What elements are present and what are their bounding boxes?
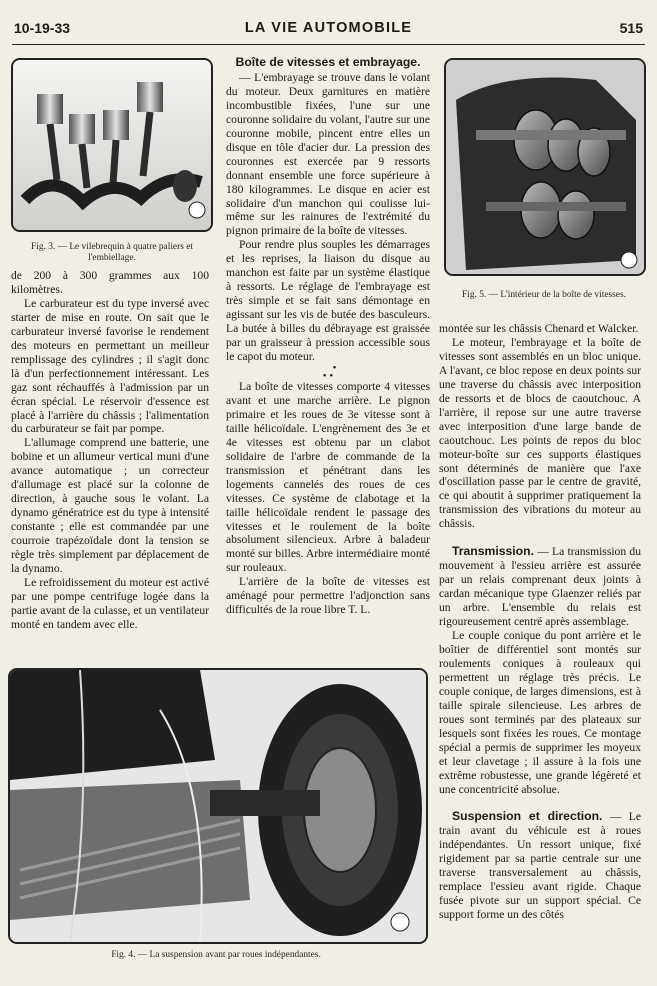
section-title-suspension: Suspension et direction. [452,809,603,824]
column-middle [226,56,430,660]
fig3-caption: Fig. 3. — Le vilebrequin à quatre paliers et l'embiellage. [31,242,193,263]
crankshaft-photo [11,58,213,232]
left-paragraph-2: Le carburateur est du type inversé avec starter de mise en route. On sait que le carburateur inversé favorise le rendement des moteurs en permettant un meilleur remplissage des cylindres ; il s'agit donc là d'un perfectionnement intéressant. Les gaz sont réchauffés à l'admission par un écran spécial. Le réservoir d'essence est placé à l'arrière du châssis ; l'alimentation du carburateur se fait par pompe. [11,296,209,436]
right-paragraph-1: montée sur les châssis Chenard et Walcker. [439,322,639,335]
header-rule [12,44,645,45]
left-paragraph-1: de 200 à 300 grammes aux 100 kilomètres. [11,269,209,296]
issue-date: 10-19-33 [14,20,71,36]
column-right [439,322,641,986]
suspension-photo [8,668,428,944]
right-paragraph-3: — La transmission du mouvement à l'essieu arrière est assurée par un relais comprenant deux joints à cardan mécanique type Glaenzer reliés par un arbre. L'ensemble du relais est rigoureusement centré après assemblage. [439,545,641,629]
page-number: 515 [619,20,643,36]
page-header [0,20,657,50]
mid-paragraph-2: Pour rendre plus souples les démarrages et les reprises, la liaison du disque au manchon est faite par un système élastique à ressorts. Le réglage de l'embrayage est très simple et se fait sans démontage en agissant sur les vis de butée des basculeurs. La butée à billes du débrayage est graissée par un graisseur à pression accessible sous le capot du moteur. [226,238,430,364]
mid-paragraph-4: L'arrière de la boîte de vitesses est aménagé pour permettre l'adjonction sans difficultés de la roue libre T. L. [226,575,430,617]
left-paragraph-4: Le refroidissement du moteur est activé par une pompe centrifuge logée dans la partie avant de la culasse, et un ventilateur monté en tandem avec elle. [11,575,209,631]
suspension-paragraph [439,810,641,922]
right-paragraph-2: Le moteur, l'embrayage et la boîte de vitesses sont assemblés en un bloc unique. A l'avant, ce bloc repose en deux points sur une traverse du châssis avec interposition de ressorts et de blocs de caoutchouc. A l'arrière, il repose sur une autre traverse avec interposition d'une large bande de caoutchouc. Les points de repos du bloc moteur-boîte sur ces supports élastiques sont déterminés de manière que l'axe d'oscillation passe par le centre de gravité, ce qui aboutit à supprimer pratiquement la transmission des vibrations du moteur au châssis. [439,335,641,531]
right-paragraph-5: — Le train avant du véhicule est à roues indépendantes. Un ressort unique, fixé rigidement par sa partie centrale sur une traverse transversalement au châssis, remplace l'essieu avant rigide. Chaque fusée pivote sur un support spécial. Ce support forme un des côtés [439,810,641,922]
mid-paragraph-3: La boîte de vitesses comporte 4 vitesses avant et une marche arrière. Le pignon primaire et les roues de 3e vitesse sont à taille hélicoïdale. L'engrènement des 3e et 4e vitesses est obtenu par un clabot solidaire de l'arbre de commande de la transmission et pénétrant dans les logements cannelés des roues de ces vitesses. Ce système de clabotage et la taille hélicoïdale rendent le passage des vitesses et le roulement de la boîte absolument silencieux. Arbre à baladeur monté sur billes. Arbre intermédiaire monté sur rouleaux. [226,379,430,575]
left-paragraph-3: L'allumage comprend une batterie, une bobine et un allumeur vertical muni d'une avance automatique ; un correcteur d'allumage est placé sur la colonne de direction, à gauche sous le volant. La dynamo génératrice est du type à intensité constante ; elle est commandée par une courroie trapézoïdale dont la tension se règle très simplement par déplacement de la dynamo. [11,436,209,576]
right-paragraph-4: Le couple conique du pont arrière et le boîtier de différentiel sont montés sur roulements coniques à rouleaux qui permettent un réglage très précis. Le couple conique, de larges dimensions, est à taille spirale silencieuse. Les arbres de roues sont terminés par des plateaux sur lesquels sont fixées les roues. Ce montage spécial a permis de supprimer les moyeux et leur clavetage ; il assure à la fois une extrême robustesse, une grande légèreté et une concentricité absolue. [439,629,641,796]
section-title-gearbox: Boîte de vitesses et embrayage. [235,56,421,69]
mid-paragraph-1: — L'embrayage se trouve dans le volant du moteur. Deux garnitures en matière incombustible fixées, l'une sur une couronne solidaire du volant, l'autre sur une couronne mobile, pincent entre elles un disque en tôle d'acier dur. La pression des couronnes est exercée par 9 ressorts donnant ensemble une force supérieure à 180 kilogrammes. Le disque en acier est solidaire d'un manchon qui coulisse lui-même sur les rainures de l'extrémité du pignon primaire de la boîte de vitesses. [226,70,430,238]
magazine-title: LA VIE AUTOMOBILE [244,20,413,36]
transmission-paragraph [439,545,641,629]
section-separator: • • • [322,361,337,382]
column-left [11,269,209,669]
fig5-caption: Fig. 5. — L'intérieur de la boîte de vitesses. [462,290,626,300]
fig4-caption: Fig. 4. — La suspension avant par roues indépendantes. [111,950,321,960]
gearbox-photo [444,58,646,276]
section-title-transmission: Transmission. [452,544,534,559]
